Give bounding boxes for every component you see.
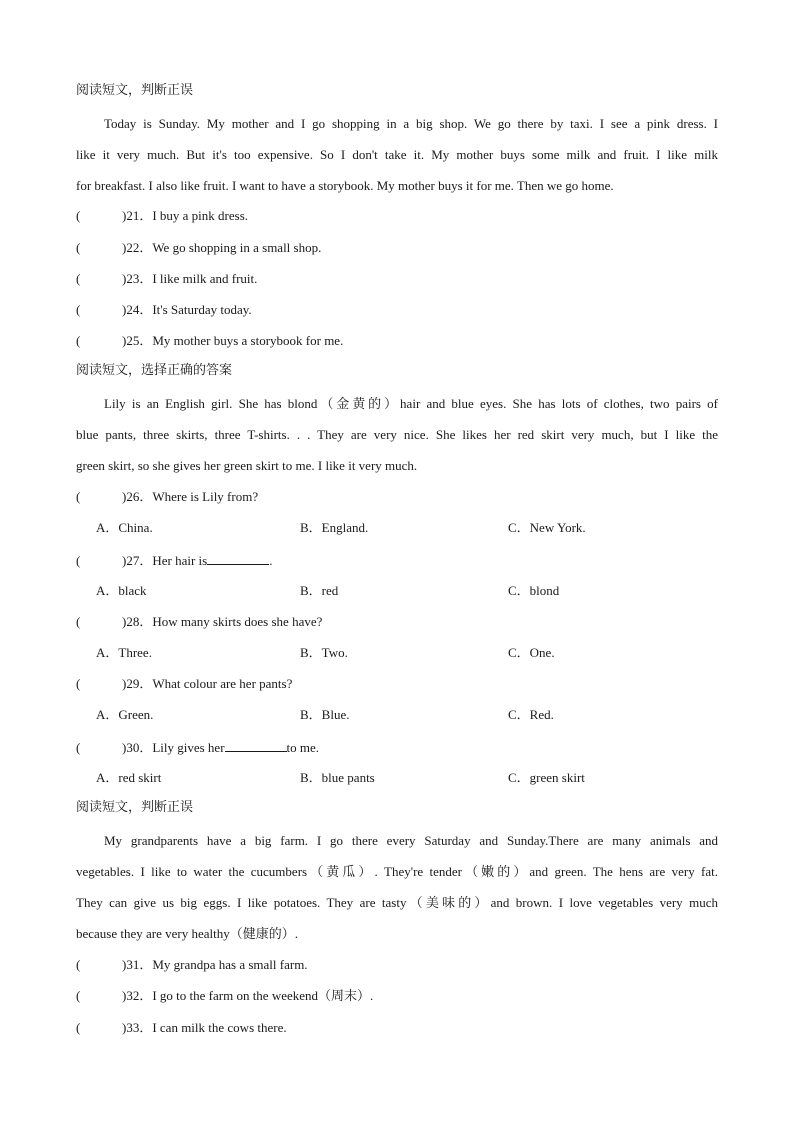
question-25 [76,332,718,350]
answer-paren[interactable]: ( [76,957,81,972]
question-31 [76,956,718,974]
question-text: )32．I go to the farm on the weekend（周末）. [122,988,374,1003]
section-1-heading: 阅读短文，判断正误 [76,83,194,98]
option-a[interactable]: A．Green. [96,707,154,722]
section-2-heading: 阅读短文，选择正确的答案 [76,363,233,378]
answer-paren[interactable]: ( [76,553,81,568]
option-b[interactable]: B．Two. [300,645,348,660]
option-a[interactable]: A．black [96,583,147,598]
option-c[interactable]: C．green skirt [508,770,585,785]
answer-paren[interactable]: ( [76,333,81,348]
question-text: )26．Where is Lily from? [122,489,259,504]
question-27-options [96,582,718,600]
passage-1-line-3: for breakfast. I also like fruit. I want to have a storybook. My mother buys it for me. Then we go home. [76,178,614,193]
answer-paren[interactable]: ( [76,302,81,317]
option-c[interactable]: C．blond [508,583,560,598]
passage-1-line-2: like it very much. But it's too expensive. So I don't take it. My mother buys some milk and fruit. I like milk [76,147,718,162]
question-32 [76,987,718,1005]
answer-paren[interactable]: ( [76,676,81,691]
answer-paren[interactable]: ( [76,740,81,755]
passage-3-line-3: They can give us big eggs. I like potatoes. They are tasty（美味的）and brown. I love vegetables very much [76,895,718,910]
question-29 [76,675,718,693]
option-b[interactable]: B．blue pants [300,770,375,785]
question-text: )21．I buy a pink dress. [122,208,249,223]
passage-2-line-1: Lily is an English girl. She has blond（金黄的）hair and blue eyes. She has lots of clothes, two pairs of [104,396,718,411]
question-22 [76,239,718,257]
question-text-end: to me. [286,740,320,755]
question-text: )22．We go shopping in a small shop. [122,240,322,255]
answer-paren[interactable]: ( [76,1020,81,1035]
passage-3-line-2: vegetables. I like to water the cucumbers（黄瓜）. They're tender（嫩的）and green. The hens are very fat. [76,864,718,879]
question-29-options [96,706,718,724]
option-a[interactable]: A．Three. [96,645,152,660]
answer-paren[interactable]: ( [76,208,81,223]
question-33 [76,1019,718,1037]
passage-2-line-3: green skirt, so she gives her green skirt to me. I like it very much. [76,458,418,473]
question-text-end: . [269,553,273,568]
passage-1-line-1: Today is Sunday. My mother and I go shopping in a big shop. We go there by taxi. I see a pink dress. I [104,116,718,131]
option-c[interactable]: C．New York. [508,520,586,535]
question-text: )29．What colour are her pants? [122,676,293,691]
option-c[interactable]: C．One. [508,645,555,660]
option-a[interactable]: A．red skirt [96,770,162,785]
question-30-options [96,769,718,787]
passage-2-line-2: blue pants, three skirts, three T-shirts. . . They are very nice. She likes her red skirt very much, but I like the [76,427,718,442]
question-text: )30．Lily gives her [122,740,225,755]
passage-3-line-1: My grandparents have a big farm. I go there every Saturday and Sunday.There are many animals and [104,833,718,848]
question-27 [76,551,718,570]
answer-paren[interactable]: ( [76,240,81,255]
question-23 [76,270,718,288]
option-b[interactable]: B．Blue. [300,707,350,722]
question-28-options [96,644,718,662]
question-text: )24．It's Saturday today. [122,302,252,317]
option-a[interactable]: A．China. [96,520,153,535]
question-text: )23．I like milk and fruit. [122,271,258,286]
question-text: )28．How many skirts does she have? [122,614,323,629]
question-26-options [96,519,718,537]
question-text: )33．I can milk the cows there. [122,1020,287,1035]
question-text: )25．My mother buys a storybook for me. [122,333,344,348]
question-21 [76,207,718,225]
option-b[interactable]: B．England. [300,520,369,535]
question-30 [76,738,718,757]
answer-paren[interactable]: ( [76,271,81,286]
question-text: )27．Her hair is [122,553,208,568]
section-3-heading: 阅读短文，判断正误 [76,800,194,815]
option-b[interactable]: B．red [300,583,339,598]
option-c[interactable]: C．Red. [508,707,554,722]
fill-in-blank[interactable] [207,551,269,565]
fill-in-blank[interactable] [225,738,287,752]
answer-paren[interactable]: ( [76,988,81,1003]
question-text: )31．My grandpa has a small farm. [122,957,308,972]
question-24 [76,301,718,319]
answer-paren[interactable]: ( [76,614,81,629]
question-26 [76,488,718,506]
question-28 [76,613,718,631]
passage-3-line-4: because they are very healthy（健康的）. [76,926,299,941]
answer-paren[interactable]: ( [76,489,81,504]
